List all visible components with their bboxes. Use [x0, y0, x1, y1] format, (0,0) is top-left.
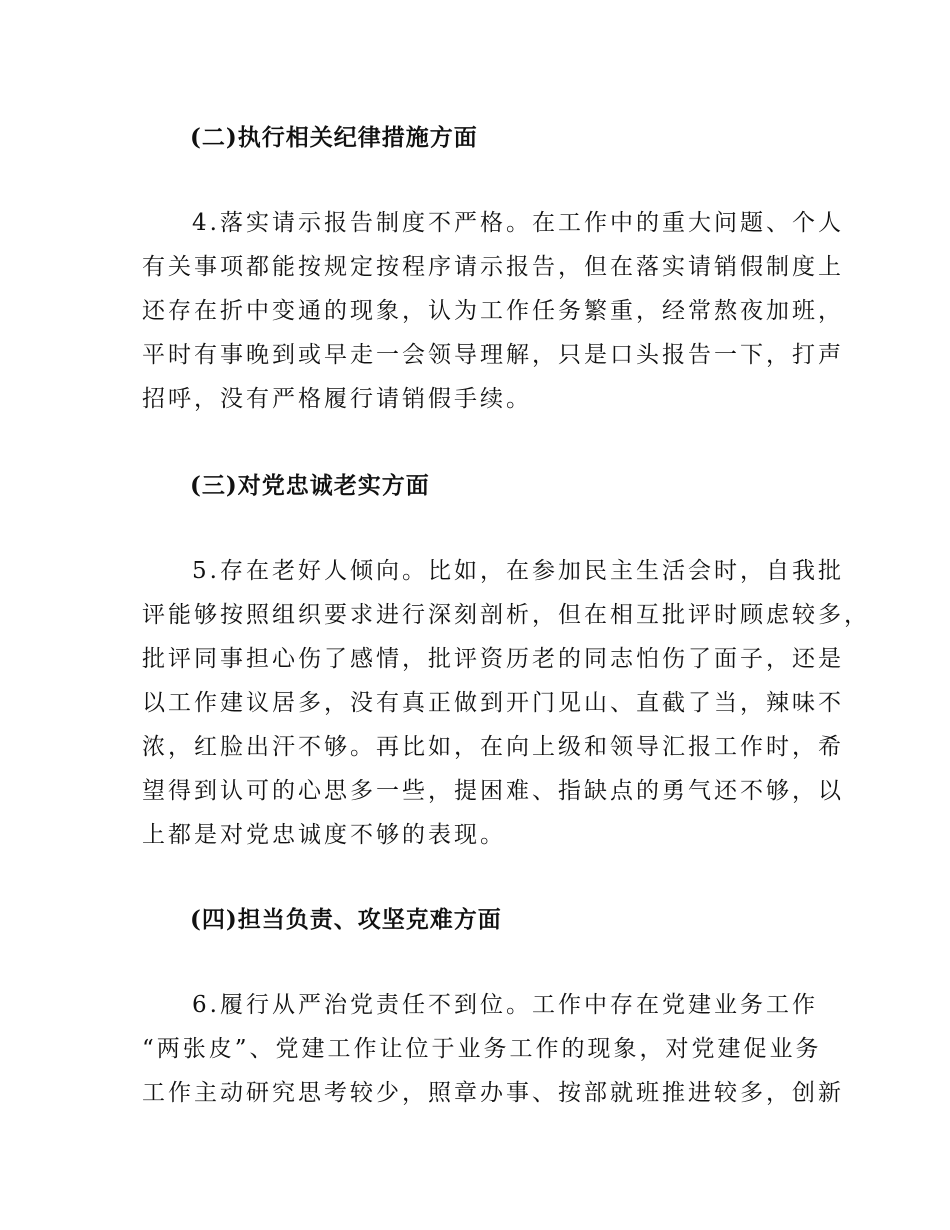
paragraph-line: 有关事项都能按规定按程序请示报告，但在落实请销假制度上	[142, 254, 844, 280]
paragraph-line: 平时有事晚到或早走一会领导理解，只是口头报告一下，打声	[142, 342, 844, 368]
paragraph-item-5	[142, 549, 870, 857]
paragraph-line: 6.履行从严治党责任不到位。工作中存在党建业务工作	[192, 992, 818, 1018]
paragraph-line: 批评同事担心伤了感情，批评资历老的同志怕伤了面子，还是	[142, 646, 844, 672]
paragraph-line: 以工作建议居多，没有真正做到开门见山、直截了当，辣味不	[142, 690, 844, 716]
section-heading-3: (三)对党忠诚老实方面	[190, 472, 430, 499]
paragraph-line: 评能够按照组织要求进行深刻剖析，但在相互批评时顾虑较多，	[142, 602, 870, 628]
section-heading-2: (二)执行相关纪律措施方面	[190, 124, 478, 151]
paragraph-line: “两张皮”、党建工作让位于业务工作的现象，对党建促业务	[142, 1036, 822, 1062]
paragraph-line: 浓，红脸出汗不够。再比如，在向上级和领导汇报工作时，希	[142, 734, 844, 760]
paragraph-line: 招呼，没有严格履行请销假手续。	[142, 386, 532, 412]
paragraph-item-6	[142, 983, 844, 1115]
paragraph-line: 5.存在老好人倾向。比如，在参加民主生活会时，自我批	[192, 558, 844, 584]
paragraph-line: 4.落实请示报告制度不严格。在工作中的重大问题、个人	[192, 210, 844, 236]
paragraph-line: 上都是对党忠诚度不够的表现。	[142, 822, 506, 848]
section-heading-4: (四)担当负责、攻坚克难方面	[190, 906, 502, 933]
paragraph-item-4	[142, 201, 844, 421]
paragraph-line: 还存在折中变通的现象，认为工作任务繁重，经常熬夜加班，	[142, 298, 844, 324]
paragraph-line: 望得到认可的心思多一些，提困难、指缺点的勇气还不够，以	[142, 778, 844, 804]
paragraph-line: 工作主动研究思考较少，照章办事、按部就班推进较多，创新	[142, 1080, 844, 1106]
